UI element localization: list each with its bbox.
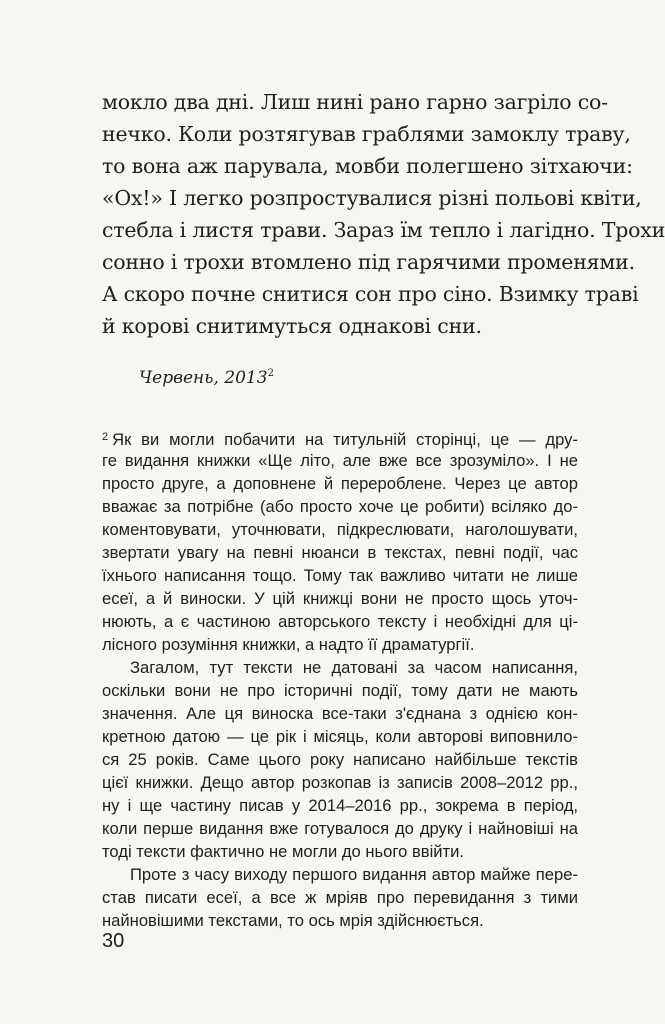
footnote-line: звертати увагу на певні нюанси в текстах, певні події, час: [102, 543, 578, 562]
footnote-line: кретною датою — це рік і місяць, коли авторові виповнило-: [102, 727, 578, 746]
footnote-line: $^2$ Як ви могли побачити на титульній сторінці, це — дру-: [102, 430, 578, 449]
footnote-reference: 2: [267, 368, 274, 379]
footnote-line: ну і ще частину писав у 2014–2016 рр., зокрема в період,: [102, 796, 578, 815]
footnote-line: значення. Але ця виноска все-таки з'єднана з однією кон-: [102, 704, 578, 723]
footnote-mark: 2: [102, 431, 109, 443]
footnote-line: цієї книжки. Дещо автор розкопав із записів 2008–2012 рр.,: [102, 773, 578, 792]
page-number: 30: [102, 930, 125, 952]
footnote-line: ге видання книжки «Ще літо, але вже все зрозуміло». І не: [102, 451, 578, 470]
footnote-line: коментовувати, уточнювати, підкреслювати, наголошувати,: [102, 520, 578, 539]
date-signature: [139, 362, 274, 390]
main-text-line: мокло два дні. Лиш нині рано гарно загріло со-: [102, 90, 608, 114]
footnote-line: коли перше видання вже готувалося до друку і найновіші на: [102, 819, 578, 838]
footnote-line: вважає за потрібне (або просто хоче це робити) всіляко до-: [102, 497, 578, 516]
footnote-line: нюють, а є частиною авторського тексту і необхідні для ці-: [102, 612, 578, 631]
main-text-line: й корові снитимуться однакові сни.: [102, 314, 482, 338]
footnote-line: лісного розуміння книжки, а надто її драматургії.: [102, 635, 475, 654]
footnote-line: тоді тексти фактично не могли до нього ввійти.: [102, 842, 465, 861]
footnote-line: есеї, а й виноски. У цій книжці вони не просто щось уточ-: [102, 589, 578, 608]
footnote-line: Проте з часу виходу першого видання автор майже пере-: [130, 865, 578, 884]
footnote-line: став писати есеї, а все ж мріяв про перевидання з тими: [102, 888, 578, 907]
main-text-line: сонно і трохи втомлено під гарячими променями.: [102, 250, 635, 274]
main-text-line: нечко. Коли розтягував граблями замоклу траву,: [102, 122, 631, 146]
footnote-line: найновішими текстами, то ось мрія здійснюється.: [102, 911, 484, 930]
footnote-line: ся 25 років. Саме цього року написано найбільше текстів: [102, 750, 578, 769]
footnote-line: просто друге, а доповнене й перероблене. Через це автор: [102, 474, 578, 493]
main-text-line: «Ох!» І легко розпростувалися різні польові квіти,: [102, 186, 642, 210]
main-text-line: то вона аж парувала, мовби полегшено зітхаючи:: [102, 154, 633, 178]
footnote-line: Загалом, тут тексти не датовані за часом написання,: [130, 658, 578, 677]
date-text: Червень, 2013: [139, 368, 268, 388]
main-text-line: А скоро почне снитися сон про сіно. Взимку траві: [102, 282, 639, 306]
footnote-line: оскільки вони не про історичні події, тому дати не мають: [102, 681, 578, 700]
footnote-line: їхнього написання тощо. Тому так важливо читати не лише: [102, 566, 578, 585]
main-text-line: стебла і листя трави. Зараз їм тепло і лагідно. Трохи: [102, 218, 665, 242]
